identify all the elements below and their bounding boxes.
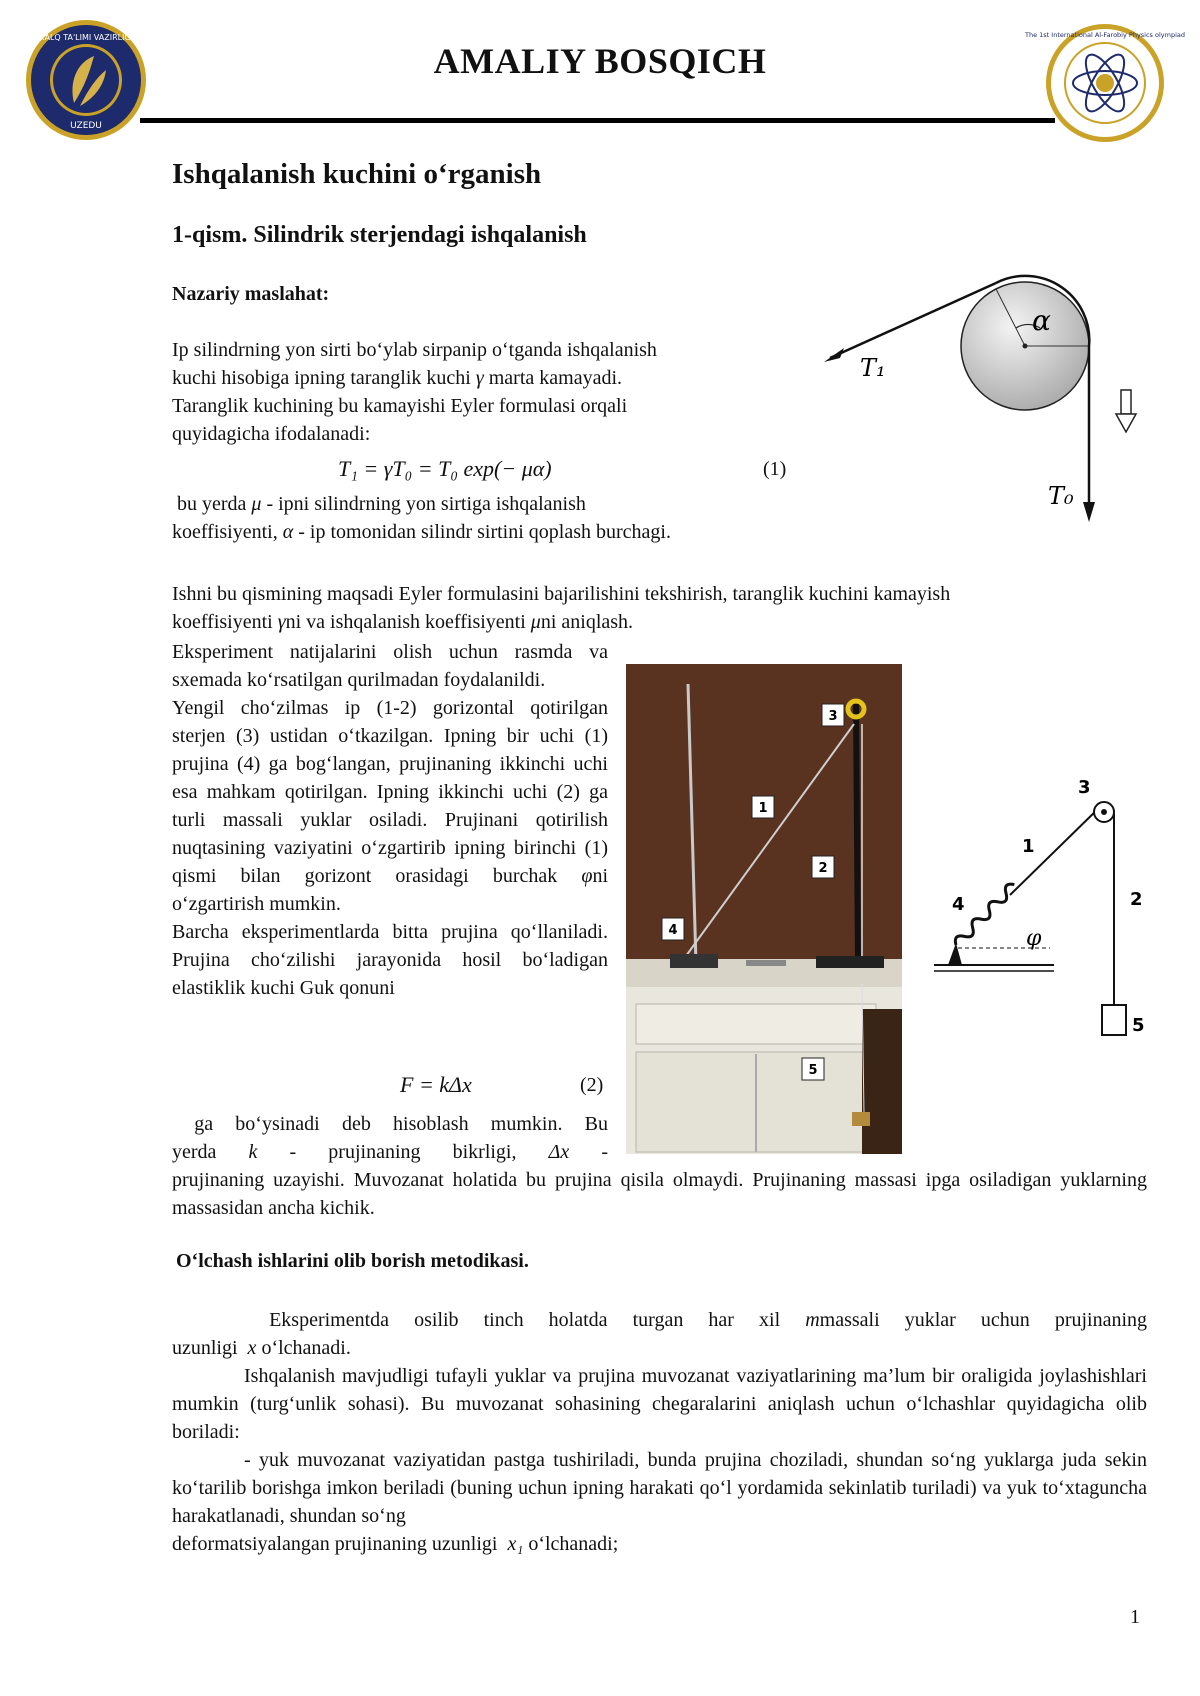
theory-line-2 (172, 364, 792, 392)
setup-p4-line2 (172, 1138, 608, 1166)
equation-2: F = kΔx (400, 1072, 472, 1097)
k-symbol: k (248, 1141, 258, 1163)
schematic-label-3: 3 (1078, 777, 1091, 798)
theory-line-6b: - ip tomonidan silindr sirtini qoplash burchagi. (298, 521, 671, 543)
equation-2-number: (2) (580, 1074, 604, 1096)
equation-1: T₁ = γT₀ = T₀ exp(− μα) (338, 456, 552, 481)
x1-symbol: x₁ (507, 1533, 524, 1555)
photo-label-4: 4 (668, 923, 678, 938)
page-number: 1 (1130, 1606, 1140, 1628)
method-p3: - yuk muvozanat vaziyatidan pastga tushiriladi, bunda prujina choziladi, shundan so‘ng yuklarga juda sekin ko‘tarilib borishga imkon beriladi (buning uchun ipning harakati qo‘l yordamida sekinlatib turiladi) va yuk to‘xtaguncha harakatlanadi, shundan so‘ng (172, 1449, 1147, 1527)
setup-p2a: Yengil cho‘zilmas ip (1-2) gorizontal qotirilgan sterjen (3) ustidan o‘tkazilgan. Ipning bir uchi (1) prujina (4) ga bog‘langan, prujinaning ikkinchi uchi esa mahkam qotirilgan. Ipning ikkinchi uchi (2) ga turli massali yuklar osiladi. Prujinani qotirilish nuqtasining vaziyatini o‘zgartirib ipning birinchi (1) qismi bilan gorizont orasidagi burchak (172, 697, 608, 887)
t0-label: T₀ (1048, 482, 1074, 510)
logo-left-ring-top: XALQ TA'LIMI VAZIRLIGI (38, 33, 134, 42)
alpha-label: α (1032, 304, 1051, 337)
alpha-symbol: α (282, 521, 294, 543)
schematic-label-5: 5 (1132, 1015, 1145, 1036)
photo-label-3: 3 (828, 709, 838, 724)
hint-heading: Nazariy maslahat: (172, 283, 330, 305)
method-p1-line2 (172, 1334, 1147, 1362)
method-p1c: o‘lchanadi. (261, 1337, 351, 1359)
theory-line-2b: marta kamayadi. (488, 367, 623, 389)
apparatus-photo (626, 664, 902, 1154)
apparatus-schematic (930, 775, 1170, 1045)
page-header-title: AMALIY BOSQICH (433, 41, 767, 81)
theory-line-6a: koeffisiyenti, (172, 521, 278, 543)
theory-line-1: Ip silindrning yon sirti bo‘ylab sirpanip o‘tganda ishqalanish (172, 339, 657, 361)
method-p1b: massali yuklar uchun prujinaning (819, 1309, 1148, 1331)
logo-right-ring-text: The 1st International Al-Farobiy Physics olympiad (1024, 31, 1186, 39)
method-p4a: deformatsiyalangan prujinaning uzunligi (172, 1533, 498, 1555)
photo-label-1: 1 (758, 801, 768, 816)
equation-1-number: (1) (763, 458, 787, 480)
setup-text (172, 638, 608, 1002)
method-p4 (172, 1530, 1147, 1558)
method-p1c-pre: uzunligi (172, 1337, 238, 1359)
x-symbol: x (247, 1337, 257, 1359)
logo-right (1024, 22, 1186, 144)
goal-line-1: Ishni bu qismining maqsadi Eyler formulasini bajarilishini tekshirish, taranglik kuchini kamayish (172, 583, 951, 605)
method-p1-line1 (172, 1306, 1147, 1334)
setup-p3: Barcha eksperimentlarda bitta prujina qo‘llaniladi. Prujina cho‘zilishi jarayonida hosil bo‘ladigan elastiklik kuchi Guk qonuni (172, 921, 608, 999)
setup-p4-pre: yerda (172, 1141, 217, 1163)
part-title: 1-qism. Silindrik sterjendagi ishqalanish (172, 222, 587, 248)
theory-block-2 (172, 490, 812, 546)
m-symbol: m (805, 1309, 820, 1331)
theory-line-2a: kuchi hisobiga ipning taranglik kuchi (172, 367, 471, 389)
pulley-figure (820, 272, 1160, 532)
theory-line-5b: - ipni silindrning yon sirtiga ishqalanish (266, 493, 586, 515)
photo-label-5: 5 (808, 1063, 818, 1078)
method-p1a: Eksperimentda osilib tinch holatda turgan har xil (269, 1309, 781, 1331)
mu-symbol: μ (251, 493, 262, 515)
goal-line-2c: ni aniqlash. (540, 611, 634, 633)
theory-line-5a: bu yerda (177, 493, 247, 515)
method-p4b: o‘lchanadi; (528, 1533, 619, 1555)
goal-line-2b: ni va ishqalanish koeffisiyenti (285, 611, 526, 633)
theory-line-5 (172, 490, 812, 518)
setup-p4-mid: - prujinaning bikrligi, (289, 1141, 517, 1163)
goal-line-2 (172, 608, 1147, 636)
method-heading: O‘lchash ishlarini olib borish metodikasi. (176, 1250, 529, 1272)
schematic-label-1: 1 (1022, 836, 1035, 857)
schematic-label-2: 2 (1130, 889, 1143, 910)
setup-p1: Eksperiment natijalarini olish uchun rasmda va sxemada ko‘rsatilgan qurilmadan foydalanildi. (172, 641, 608, 691)
setup-p4-line1 (172, 1110, 608, 1138)
schematic-label-4: 4 (952, 894, 965, 915)
logo-left-ring-bottom: UZEDU (70, 121, 102, 131)
method-p2: Ishqalanish mavjudligi tufayli yuklar va prujina muvozanat vaziyatlarining ma’lum bir oraligida joylashishlari mumkin (turg‘unlik sohasi). Bu muvozanat sohasining chegaralarini aniqlash uchun o‘lchashlar quyidagicha olib boriladi: (172, 1365, 1147, 1443)
goal-gamma: γ (277, 611, 286, 633)
theory-line-4: quyidagicha ifodalanadi: (172, 423, 371, 445)
theory-block (172, 336, 792, 448)
dx-symbol: Δx (548, 1141, 570, 1163)
goal-mu: μ (530, 611, 541, 633)
schematic-phi: φ (1026, 926, 1042, 951)
header-rule (140, 118, 1055, 123)
theory-line-6 (172, 518, 812, 546)
setup-p5: prujinaning uzayishi. Muvozanat holatida bu prujina qisila olmaydi. Prujinaning massasi ipga osiladigan yuklarning massasidan ancha kichik. (172, 1169, 1147, 1219)
goal-line-2a: koeffisiyenti (172, 611, 273, 633)
photo-label-2: 2 (818, 861, 828, 876)
t1-label: T₁ (860, 354, 886, 382)
setup-p4a: ga bo‘ysinadi deb hisoblash mumkin. Bu (194, 1113, 609, 1135)
setup-p4-end: - (601, 1141, 609, 1163)
section-title: Ishqalanish kuchini o‘rganish (172, 158, 542, 190)
phi-symbol: φ (581, 865, 593, 887)
goal-block (172, 580, 1147, 636)
setup-p2 (172, 694, 608, 918)
gamma-symbol: γ (475, 367, 484, 389)
setup-p2b: ni o‘zgartirish mumkin. (172, 865, 608, 915)
theory-line-3: Taranglik kuchining bu kamayishi Eyler formulasi orqali (172, 395, 628, 417)
